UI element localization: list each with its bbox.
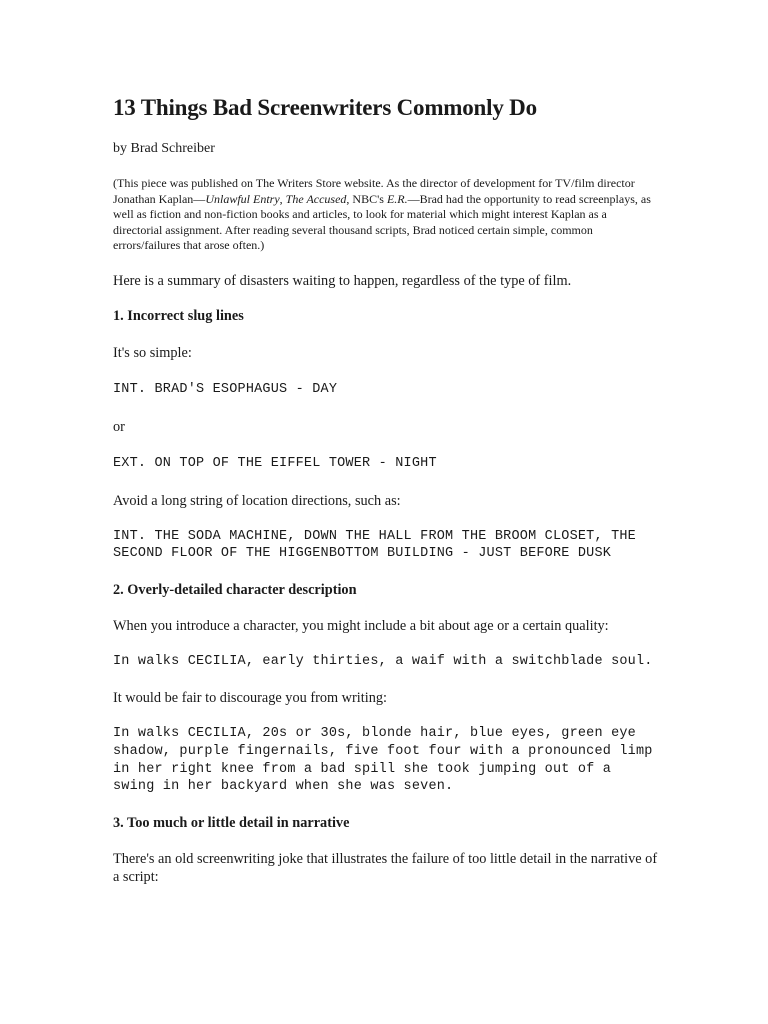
section-1-code-1: INT. BRAD'S ESOPHAGUS - DAY: [113, 381, 338, 397]
section-2-heading: 2. Overly-detailed character description: [113, 582, 357, 599]
intro-film-title-1: Unlawful Entry: [205, 191, 280, 206]
intro-show-title: E.R.: [386, 191, 408, 206]
intro-film-title-2: The Accused: [285, 191, 347, 206]
section-3-heading: 3. Too much or little detail in narrative: [113, 815, 350, 832]
intro-text-3: —Brad had the opportunity to read screenplays, as well as fiction and non-fiction books and articles, to look for material which might interest Kaplan as a directorial assignment. After reading several thousand scripts, Brad noticed certain simple, common errors/failures that arose often.): [113, 191, 651, 253]
section-1-heading: 1. Incorrect slug lines: [113, 307, 244, 324]
section-1-code-2: EXT. ON TOP OF THE EIFFEL TOWER - NIGHT: [113, 455, 437, 471]
section-2-code-2: In walks CECILIA, 20s or 30s, blonde hair, blue eyes, green eye shadow, purple fingernails, five foot four with a pronounced limp in her right knee from a bad spill she took jumping out of a swing in her backyard when she was seven.: [113, 725, 661, 795]
article-title: 13 Things Bad Screenwriters Commonly Do: [113, 95, 537, 120]
section-2-code-1: In walks CECILIA, early thirties, a waif with a switchblade soul.: [113, 654, 653, 670]
intro-separator: ,: [279, 191, 286, 206]
intro-text-2: , NBC's: [346, 191, 387, 206]
section-1-text-1: It's so simple:: [113, 344, 192, 361]
intro-paragraph: [113, 176, 658, 254]
summary-paragraph: Here is a summary of disasters waiting to happen, regardless of the type of film.: [113, 272, 572, 289]
byline: by Brad Schreiber: [113, 141, 215, 156]
section-3-text-1: There's an old screenwriting joke that illustrates the failure of too little detail in the narrative of a script:: [113, 851, 658, 886]
section-1-code-3: INT. THE SODA MACHINE, DOWN THE HALL FROM THE BROOM CLOSET, THE SECOND FLOOR OF THE HIGGENBOTTOM BUILDING - JUST BEFORE DUSK: [113, 528, 645, 562]
section-1-text-2: Avoid a long string of location directions, such as:: [113, 492, 401, 509]
section-2-text-2: It would be fair to discourage you from writing:: [113, 689, 387, 706]
article-body: [113, 93, 661, 886]
intro-text-1: (This piece was published on The Writers Store website. As the director of development for TV/film director Jonathan Kaplan—: [113, 176, 635, 206]
section-1-or: or: [113, 418, 125, 435]
section-2-text-1: When you introduce a character, you might include a bit about age or a certain quality:: [113, 618, 609, 635]
